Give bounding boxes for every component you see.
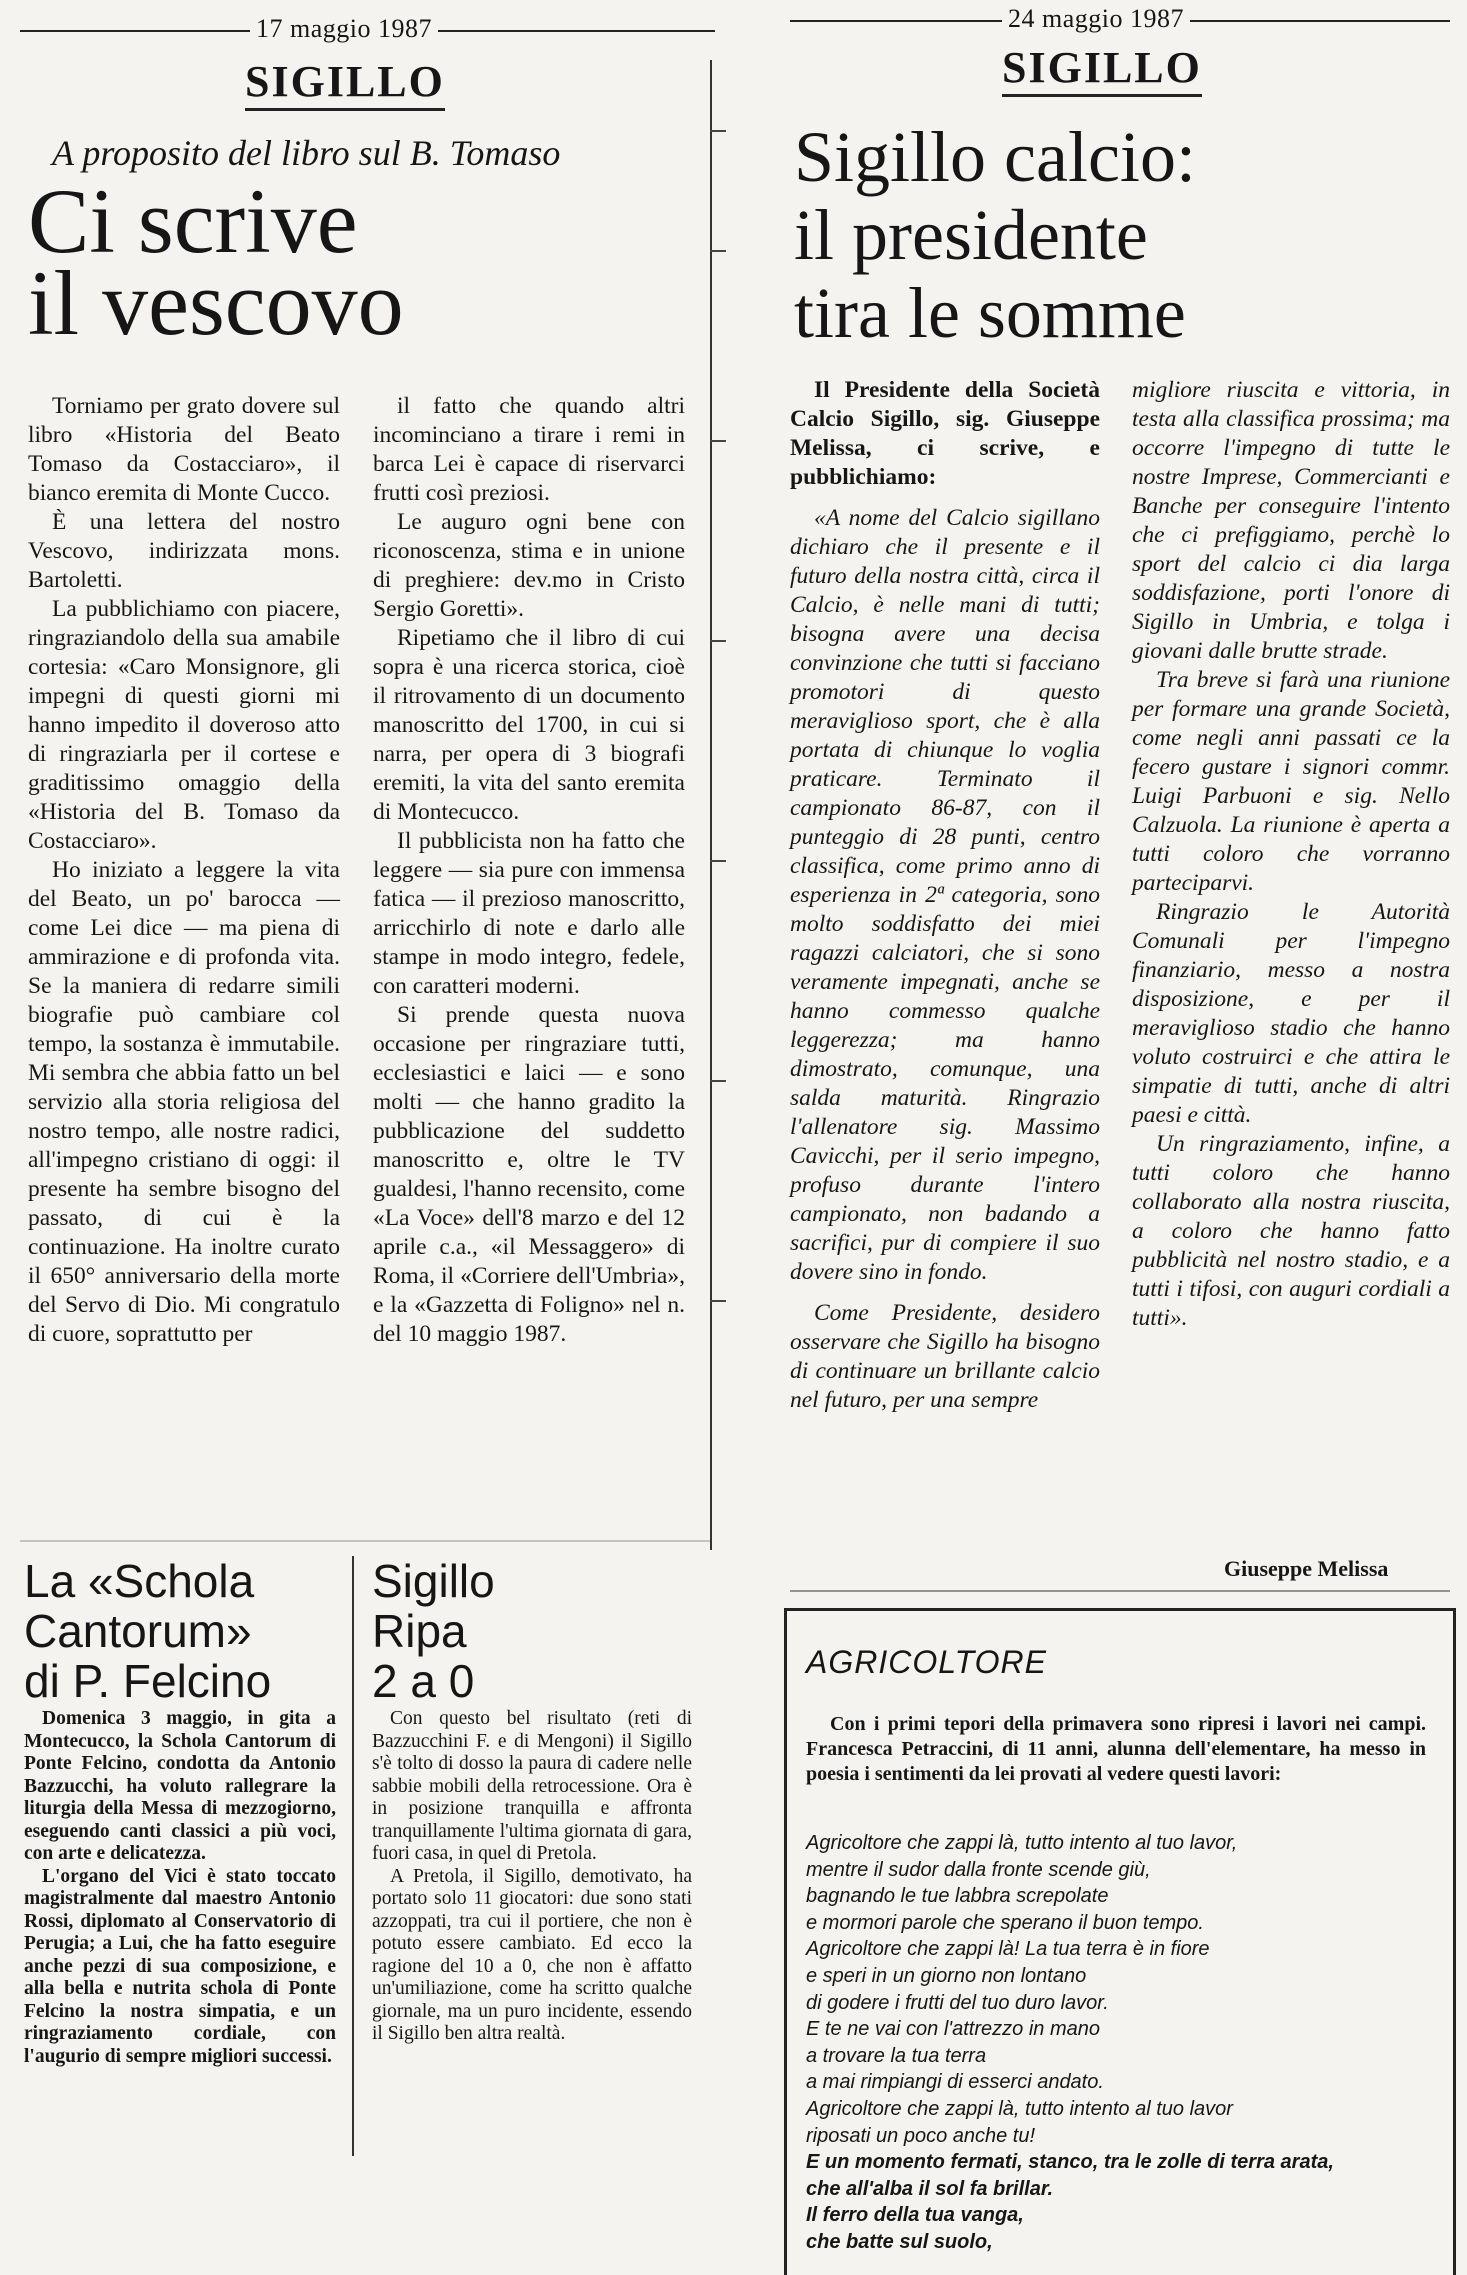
schola-title-line: di P. Felcino <box>24 1655 272 1707</box>
left-kicker: A proposito del libro sul B. Tomaso <box>52 133 561 173</box>
paragraph: Il pubblicista non ha fatto che leggere — sia pure con immensa fatica — il prezioso manoscritto, arricchirlo di note e darlo alle stampe in modo integro, fedele, con caratteri moderni. <box>373 828 685 999</box>
left-article-col-2 <box>373 392 685 1349</box>
agricoltore-intro: Con i primi tepori della primavera sono ripresi i lavori nei campi. Francesca Petraccini, di 11 anni, alunna dell'elementare, ha messo in poesia i sentimenti da lei provati al vedere questi lavori: <box>806 1713 1426 1785</box>
paragraph: L'organo del Vici è stato toccato magistralmente dal maestro Antonio Rossi, diplomato al Conservatorio di Perugia; a Lui, che ha fatto eseguire anche pezzi di sua composizione, e alla bella e nutrita schola di Ponte Felcino la nostra simpatia, e un ringraziamento cordiale, con l'augurio di sempre migliori successi. <box>24 1865 336 2067</box>
poem-line: E un momento fermati, stanco, tra le zolle di terra arata, <box>806 2151 1334 2174</box>
schola-title-line: Cantorum» <box>24 1605 252 1657</box>
left-headline-line-1: Ci scrive <box>28 170 358 272</box>
right-intro: Il Presidente della Società Calcio Sigillo, sig. Giuseppe Melissa, ci scrive, e pubblichiamo: <box>790 377 1100 490</box>
schola-title-line: La «Schola <box>24 1555 255 1607</box>
poem-line: a trovare la tua terra <box>806 2044 987 2067</box>
left-margin-rule <box>710 60 712 1550</box>
poem-line: Il ferro della tua vanga, <box>806 2204 1024 2227</box>
ripa-title <box>372 1556 495 1706</box>
poem-line: a mai rimpiangi di esserci andato. <box>806 2071 1104 2094</box>
paragraph: Tra breve si farà una riunione per formare una grande Società, come negli anni passati ce la fecero gustare i signori commr. Luigi Parbuoni e sig. Nello Calzuola. La riunione è aperta a tutti coloro che vorranno parteciparvi. <box>1132 667 1450 896</box>
ripa-title-line: 2 a 0 <box>372 1655 475 1707</box>
paragraph: Torniamo per grato dovere sul libro «Historia del Beato Tomaso da Costacciaro», il bianco eremita di Monte Cucco. <box>28 393 340 506</box>
poem-line: e mormori parole che sperano il buon tempo. <box>806 1911 1204 1934</box>
right-article-col-1 <box>790 376 1100 1415</box>
poem-line: Agricoltore che zappi là, tutto intento al tuo lavor, <box>806 1832 1238 1854</box>
right-headline <box>794 118 1196 352</box>
paragraph: Con questo bel risultato (reti di Bazzucchini F. e di Mengoni) il Sigillo s'è tolto di dosso la paura di cadere nelle sabbie mobili della retrocessione. Ora è in posizione tranquilla e affronta tranquillamente l'ultima giornata di gara, fuori casa, in quel di Pretola. <box>372 1708 692 1864</box>
ripa-title-line: Sigillo <box>372 1555 495 1607</box>
left-article-col-1 <box>28 392 340 1349</box>
paragraph: Un ringraziamento, infine, a tutti coloro che hanno collaborato alla nostra riuscita, a coloro che hanno fatto pubblicità nel nostro stadio, e a tutti i tifosi, con auguri cordiali a tutti». <box>1132 1131 1450 1331</box>
poem-line: riposati un poco anche tu! <box>806 2124 1036 2147</box>
agricoltore-title: AGRICOLTORE <box>806 1644 1047 1680</box>
paragraph: Come Presidente, desidero osservare che Sigillo ha bisogno di continuare un brillante calcio nel futuro, per una sempre <box>790 1300 1100 1413</box>
right-headline-line-3: tira le somme <box>794 273 1186 353</box>
poem-line: E te ne vai con l'attrezzo in mano <box>806 2018 1100 2041</box>
poem-line: bagnando le tue labbra screpolate <box>806 1885 1109 1908</box>
poem-line: di godere i frutti del tuo duro lavor. <box>806 1991 1109 2014</box>
paragraph: migliore riuscita e vittoria, in testa alla classifica prossima; ma occorre l'impegno di tutte le nostre Imprese, Commercianti e Banche per conseguire l'intento che ci prefiggiamo, perchè lo sport del calcio ci dia larga soddisfazione, porti l'onore di Sigillo in Umbria, e tolga i giovani dalle brutte strade. <box>1132 377 1450 664</box>
poem-line: che batte sul suolo, <box>806 2230 993 2253</box>
poem-line: che all'alba il sol fa brillar. <box>806 2177 1054 2200</box>
right-date: 24 maggio 1987 <box>1002 4 1190 34</box>
margin-tick <box>710 1300 726 1302</box>
left-bottom-separator <box>20 1540 710 1542</box>
margin-tick <box>710 130 726 132</box>
poem-line: Agricoltore che zappi là, tutto intento al tuo lavor <box>806 2097 1233 2120</box>
paragraph: Ho iniziato a leggere la vita del Beato, un po' barocca — come Lei dice — ma piena di ammirazione e di profonda vita. Se la maniera di redarre simili biografie può cambiare col tempo, la sostanza è immutabile. Mi sembra che abbia fatto un bel servizio alla storia religiosa del nostro tempo, alle nostre radici, all'impegno cristiano di oggi: il presente ha sembre bisogno del passato, di cui è la continuazione. Ha inoltre curato il 650° anniversario della morte del Servo di Dio. Mi congratulo di cuore, soprattutto per <box>28 857 340 1347</box>
schola-title <box>24 1556 271 1706</box>
paragraph: il fatto che quando altri incominciano a tirare i remi in barca Lei è capace di riservarci frutti così preziosi. <box>373 393 685 506</box>
right-headline-line-2: il presidente <box>794 195 1148 275</box>
ripa-body <box>372 1708 692 2046</box>
paragraph: «A nome del Calcio sigillano dichiaro che il presente e il futuro della nostra città, circa il Calcio, è nelle mani di tutti; bisogna avere una decisa convinzione che tutti si facciano promotori di questo meraviglioso sport, che è alla portata di chiunque lo voglia praticare. Terminato il campionato 86-87, con il punteggio di 28 punti, centro classifica, come primo anno di esperienza in 2ª categoria, sono molto soddisfatto dei miei ragazzi calciatori, che si sono veramente impegnati, anche se hanno commesso qualche leggerezza; ma hanno dimostrato, comunque, una salda maturità. Ringrazio l'allenatore sig. Massimo Cavicchi, per il serio impegno, profuso durante l'intero campionato, non badando a sacrifici, pur di compiere il suo dovere sino in fondo. <box>790 505 1100 1285</box>
signature: Giuseppe Melissa <box>1224 1556 1389 1581</box>
left-headline-line-2: il vescovo <box>28 252 404 354</box>
schola-ripa-divider <box>352 1556 354 2156</box>
paragraph: Domenica 3 maggio, in gita a Montecucco, la Schola Cantorum di Ponte Felcino, condotta da Antonio Bazzucchi, ha voluto rallegrare la liturgia della Messa di mezzogiorno, eseguendo canti classici a più voci, con arte e delicatezza. <box>24 1708 336 1864</box>
right-signature-rule <box>790 1590 1450 1592</box>
margin-tick <box>710 1080 726 1082</box>
schola-body <box>24 1708 336 2068</box>
ripa-title-line: Ripa <box>372 1605 467 1657</box>
poem-line: mentre il sudor dalla fronte scende giù, <box>806 1858 1151 1881</box>
margin-tick <box>710 250 726 252</box>
right-section-title: SIGILLO <box>1002 42 1202 97</box>
poem-line: Agricoltore che zappi là! La tua terra è in fiore <box>806 1938 1210 1961</box>
paragraph: La pubblichiamo con piacere, ringraziandolo della sua amabile cortesia: «Caro Monsignore, gli impegni di questi giorni mi hanno impedito il doveroso atto di ringraziarla per il cortese e graditissimo omaggio della «Historia del B. Tomaso da Costacciaro». <box>28 596 340 854</box>
agricoltore-poem <box>806 1830 1436 2256</box>
paragraph: Le auguro ogni bene con riconoscenza, stima e in unione di preghiere: dev.mo in Cristo Sergio Goretti». <box>373 509 685 622</box>
right-headline-line-1: Sigillo calcio: <box>794 117 1196 197</box>
margin-tick <box>710 860 726 862</box>
paragraph: A Pretola, il Sigillo, demotivato, ha portato solo 11 giocatori: due sono stati azzoppati, tra cui il portiere, che non è potuto essere cambiato. Ed ecco la ragione del 10 a 0, che non è affatto un'umiliazione, come ha scritto qualche giornale, ma un puro incidente, essendo il Sigillo ben altra realtà. <box>372 1865 692 2044</box>
paragraph: Ripetiamo che il libro di cui sopra è una ricerca storica, cioè il ritrovamento di un documento manoscritto del 1700, in cui si narra, per opera di 3 biografi eremiti, la vita del santo eremita di Montecucco. <box>373 625 685 825</box>
right-article-col-2 <box>1132 376 1450 1333</box>
paragraph: È una lettera del nostro Vescovo, indirizzata mons. Bartoletti. <box>28 509 340 593</box>
paragraph: Ringrazio le Autorità Comunali per l'impegno finanziario, messo a nostra disposizione, e per il meraviglioso stadio che hanno voluto costruirci e che attira le simpatie di tutti, anche di altri paesi e città. <box>1132 899 1450 1128</box>
margin-tick <box>710 440 726 442</box>
left-headline <box>28 170 404 354</box>
margin-tick <box>710 640 726 642</box>
poem-line: e speri in un giorno non lontano <box>806 1964 1087 1987</box>
paragraph: Si prende questa nuova occasione per ringraziare tutti, ecclesiastici e laici — e sono molti — che hanno gradito la pubblicazione del suddetto manoscritto e, oltre le TV gualdesi, l'hanno recensito, come «La Voce» dell'8 marzo e del 12 aprile c.a., «il Messaggero» di Roma, il «Corriere dell'Umbria», e la «Gazzetta di Foligno» nel n. del 10 maggio 1987. <box>373 1002 685 1347</box>
left-section-title: SIGILLO <box>245 56 445 111</box>
left-date: 17 maggio 1987 <box>250 14 438 44</box>
